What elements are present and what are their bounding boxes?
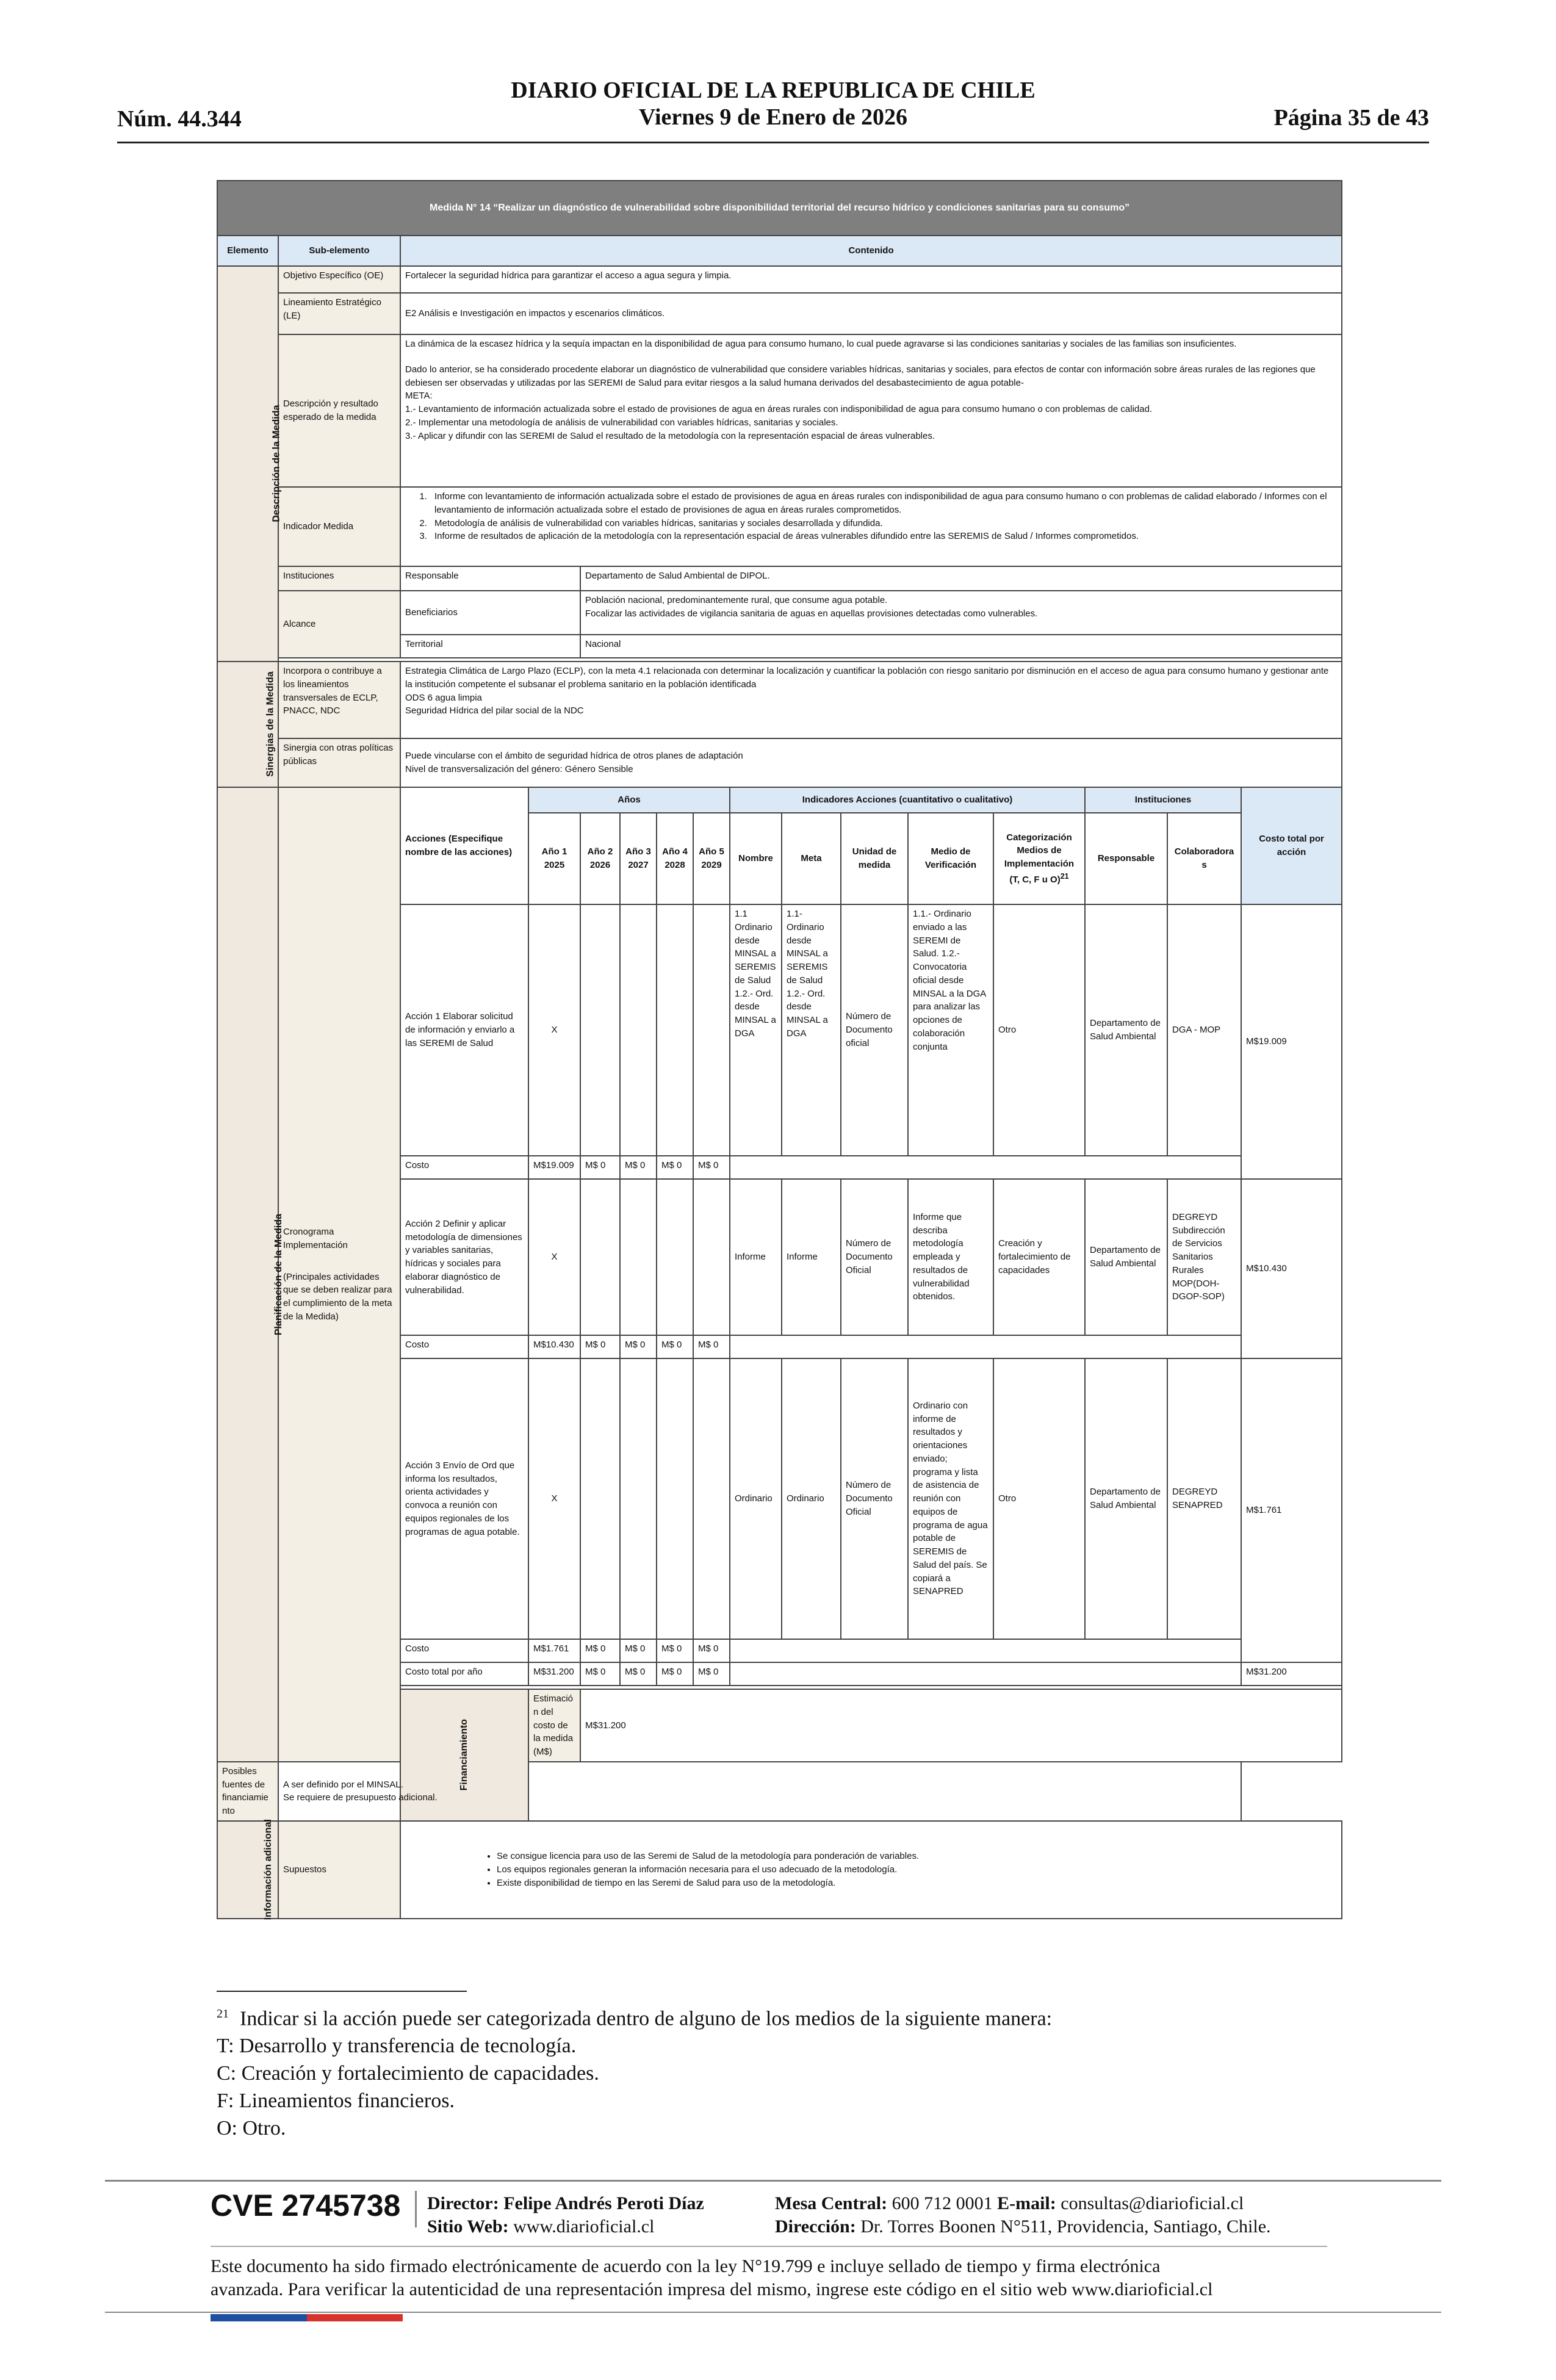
accion-2-cost-year-1: M$10.430 bbox=[528, 1335, 580, 1358]
descripcion-meta-1: 1.- Levantamiento de información actualizada sobre el estado de provisiones de agua en áreas rurales con indisponibilidad de agua para consumo humano o con problemas de calidad. bbox=[405, 404, 1153, 414]
cve-code: CVE 2745738 bbox=[211, 2188, 401, 2223]
descripcion-paragraph-1: La dinámica de la escasez hídrica y la sequía impactan en la disponibilidad de agua para consumo humano, lo cual puede agravarse si las condiciones sanitarias y sociales de las familias son insuficientes. bbox=[405, 339, 1237, 349]
accion-1-cost-year-2: M$ 0 bbox=[580, 1156, 620, 1179]
accion-2-cost-year-4: M$ 0 bbox=[657, 1335, 693, 1358]
unidad-header: Unidad de medida bbox=[841, 813, 908, 904]
web-link[interactable]: www.diarioficial.cl bbox=[513, 2216, 655, 2237]
sub-lineamiento-estrategico: Lineamiento Estratégico (LE) bbox=[278, 293, 400, 334]
flag-stripe bbox=[211, 2314, 403, 2321]
incorpora-line-3: Seguridad Hídrica del pilar social de la NDC bbox=[405, 705, 584, 716]
indicador-item-3: 3. Informe de resultados de aplicación de la metodología con la representación espacial de áreas vulnerables difundido entre las SEREMIS de Salud / Informes comprometidos. bbox=[430, 530, 1337, 543]
sub-fuentes-financiamiento: Posibles fuentes de financiamiento bbox=[217, 1762, 278, 1821]
year-2-header: Año 2 2026 bbox=[580, 813, 620, 904]
accion-3-cost-year-2: M$ 0 bbox=[580, 1639, 620, 1662]
footnote bbox=[217, 2000, 1437, 2142]
total-year-4: M$ 0 bbox=[657, 1662, 693, 1686]
accion-3-cost-year-5: M$ 0 bbox=[693, 1639, 730, 1662]
accion-1-year-1-mark: X bbox=[528, 904, 580, 1156]
beneficiarios-line-2: Focalizar las actividades de vigilancia sanitaria de aguas en aquellas provisiones detectadas como vulnerables. bbox=[585, 608, 1038, 619]
sub-incorpora-lineamientos: Incorpora o contribuye a los lineamientos transversales de ECLP, PNACC, NDC bbox=[278, 662, 400, 738]
footnote-f: F: Lineamientos financieros. bbox=[217, 2090, 455, 2113]
col-header-contenido: Contenido bbox=[400, 236, 1342, 266]
page-header bbox=[117, 76, 1429, 143]
footnote-divider bbox=[217, 1991, 467, 1992]
accion-2-cost-year-5: M$ 0 bbox=[693, 1335, 730, 1358]
year-3-header: Año 3 2027 bbox=[620, 813, 657, 904]
cronograma-note: (Principales actividades que se deben realizar para el cumplimiento de la meta de la Medida) bbox=[283, 1271, 392, 1322]
sub-objetivo-especifico: Objetivo Específico (OE) bbox=[278, 266, 400, 293]
footer-divider-top bbox=[105, 2180, 1441, 2182]
header-divider bbox=[117, 142, 1429, 143]
accion-1-medio: 1.1.- Ordinario enviado a las SEREMI de Salud. 1.2.- Convocatoria oficial desde MINSAL a la DGA para analizar las opciones de colaboración conjunta bbox=[908, 904, 993, 1156]
territorial-value: Nacional bbox=[580, 635, 1342, 658]
element-financiamiento: Financiamiento bbox=[400, 1689, 528, 1821]
mesa-label: Mesa Central: bbox=[775, 2193, 888, 2213]
element-planificacion: Planificación de la Medida bbox=[217, 787, 278, 1762]
fuentes-line-1: A ser definido por el MINSAL. bbox=[283, 1779, 403, 1790]
acciones-header: Acciones (Especifique nombre de las acciones) bbox=[400, 787, 528, 904]
medio-header: Medio de Verificación bbox=[908, 813, 993, 904]
descripcion-content bbox=[400, 334, 1342, 487]
descripcion-meta-3: 3.- Aplicar y difundir con las SEREMI de Salud el resultado de la metodología con la representación espacial de áreas vulnerables. bbox=[405, 430, 935, 441]
accion-2-colaboradoras: DEGREYD Subdirección de Servicios Sanitarios Rurales MOP(DOH-DGOP-SOP) bbox=[1167, 1179, 1241, 1335]
accion-1-costo-label: Costo bbox=[400, 1156, 528, 1179]
descripcion-meta-label: META: bbox=[405, 391, 433, 402]
accion-1-cost-year-1: M$19.009 bbox=[528, 1156, 580, 1179]
supuesto-item-3: • Existe disponibilidad de tiempo en las Seremi de Salud para uso de la metodología. bbox=[497, 1877, 1337, 1890]
accion-2-meta: Informe bbox=[782, 1179, 841, 1335]
accion-3-responsable: Departamento de Salud Ambiental bbox=[1085, 1358, 1167, 1639]
accion-3-costo-label: Costo bbox=[400, 1639, 528, 1662]
indicador-item-2: 2. Metodología de análisis de vulnerabilidad con variables hídricas, sanitarias y sociales desarrollada y difundida. bbox=[430, 517, 1337, 530]
measure-title: Medida N° 14 “Realizar un diagnóstico de vulnerabilidad sobre disponibilidad territorial del recurso hídrico y condiciones sanitarias para su consumo” bbox=[217, 181, 1342, 236]
footnote-text: $^{21}$ Indicar si la acción puede ser categorizada dentro de alguno de los medios de la siguiente manera: bbox=[217, 2007, 1053, 2030]
indicadores-header: Indicadores Acciones (cuantitativo o cualitativo) bbox=[730, 787, 1085, 813]
supuesto-item-1: • Se consigue licencia para uso de las Seremi de Salud de la metodología para ponderación de variables. bbox=[497, 1850, 1337, 1863]
accion-3-year-1-mark: X bbox=[528, 1358, 580, 1639]
accion-3-costo-total: M$1.761 bbox=[1241, 1358, 1342, 1662]
incorpora-line-1: Estrategia Climática de Largo Plazo (ECLP), con la meta 4.1 relacionada con determinar la localización y cuantificar la población con riesgo sanitario por disminución en el acceso de agua para consumo humano y gestionar ante la institución competente el subsanar el problema sanitario en la población identificada bbox=[405, 666, 1329, 690]
footnote-o: O: Otro. bbox=[217, 2117, 286, 2140]
instituciones-header: Instituciones bbox=[1085, 787, 1241, 813]
accion-1-responsable: Departamento de Salud Ambiental bbox=[1085, 904, 1167, 1156]
total-year-2: M$ 0 bbox=[580, 1662, 620, 1686]
fuentes-content bbox=[278, 1762, 1241, 1821]
accion-1-categoria: Otro bbox=[993, 904, 1085, 1156]
territorial-label: Territorial bbox=[400, 635, 580, 658]
element-sinergias: Sinergias de la Medida bbox=[217, 662, 278, 787]
col-header-subelemento: Sub-elemento bbox=[278, 236, 400, 266]
indicador-content bbox=[400, 487, 1342, 566]
accion-2-cost-year-3: M$ 0 bbox=[620, 1335, 657, 1358]
accion-3-unidad: Número de Documento Oficial bbox=[841, 1358, 908, 1639]
accion-1-nombre: 1.1 Ordinario desde MINSAL a SEREMIS de Salud 1.2.- Ord. desde MINSAL a DGA bbox=[730, 904, 782, 1156]
sub-sinergia-politicas: Sinergia con otras políticas públicas bbox=[278, 738, 400, 787]
lineamiento-estrategico-value: E2 Análisis e Investigación en impactos y escenarios climáticos. bbox=[400, 293, 1342, 334]
footnote-c: C: Creación y fortalecimiento de capacidades. bbox=[217, 2062, 599, 2085]
beneficiarios-line-1: Población nacional, predominantemente rural, que consume agua potable. bbox=[585, 595, 888, 605]
footnote-mark: 21 bbox=[217, 2007, 229, 2021]
accion-2-name: Acción 2 Definir y aplicar metodología de dimensiones y variables sanitarias, hídricas y sociales para elaborar diagnóstico de vulnerabilidad. bbox=[400, 1179, 528, 1335]
page-number: Página 35 de 43 bbox=[1273, 105, 1429, 131]
email-link[interactable]: consultas@diarioficial.cl bbox=[1061, 2193, 1244, 2213]
supuestos-list bbox=[405, 1850, 1337, 1889]
legal-line-2: avanzada. Para verificar la autenticidad de una representación impresa del mismo, ingrese este código en el sitio web www.diarioficial.cl bbox=[211, 2279, 1213, 2299]
accion-1-unidad: Número de Documento oficial bbox=[841, 904, 908, 1156]
accion-2-year-1-mark: X bbox=[528, 1179, 580, 1335]
accion-1-cost-year-3: M$ 0 bbox=[620, 1156, 657, 1179]
estimacion-costo-value: M$31.200 bbox=[580, 1689, 1342, 1762]
accion-1-cost-year-5: M$ 0 bbox=[693, 1156, 730, 1179]
accion-2-nombre: Informe bbox=[730, 1179, 782, 1335]
measure-table bbox=[217, 180, 1342, 1919]
mesa-phone: 600 712 0001 bbox=[891, 2193, 993, 2213]
year-4-header: Año 4 2028 bbox=[657, 813, 693, 904]
anos-header: Años bbox=[528, 787, 730, 813]
indicador-item-1: 1. Informe con levantamiento de información actualizada sobre el estado de provisiones de agua en áreas rurales con indisponibilidad de agua para consumo humano o con problemas de calidad elaborado / Informes con el levantamiento de información actualizada sobre el estado de provisiones de agua en áreas rurales comprometidos. bbox=[430, 490, 1337, 517]
accion-3-nombre: Ordinario bbox=[730, 1358, 782, 1639]
responsable-header: Responsable bbox=[1085, 813, 1167, 904]
newspaper-title: DIARIO OFICIAL DE LA REPUBLICA DE CHILE bbox=[511, 78, 1036, 103]
total-year-5: M$ 0 bbox=[693, 1662, 730, 1686]
total-all-years: M$31.200 bbox=[1241, 1662, 1342, 1686]
responsable-label: Responsable bbox=[400, 566, 580, 591]
categorizacion-header: Categorización Medios de Implementación (T, C, F u O)$^{21}$ bbox=[993, 813, 1085, 904]
sinergia-line-2: Nivel de transversalización del género: Género Sensible bbox=[405, 764, 633, 774]
total-year-1: M$31.200 bbox=[528, 1662, 580, 1686]
beneficiarios-value bbox=[580, 591, 1342, 635]
accion-3-cost-year-4: M$ 0 bbox=[657, 1639, 693, 1662]
accion-2-costo-total: M$10.430 bbox=[1241, 1179, 1342, 1358]
sinergia-content bbox=[400, 738, 1342, 787]
supuesto-item-2: • Los equipos regionales generan la información necesaria para el uso adecuado de la metodología. bbox=[497, 1863, 1337, 1877]
meta-header: Meta bbox=[782, 813, 841, 904]
direccion-value: Dr. Torres Boonen N°511, Providencia, Santiago, Chile. bbox=[860, 2216, 1271, 2237]
cronograma-label: Cronograma Implementación bbox=[283, 1227, 348, 1250]
accion-2-cost-year-2: M$ 0 bbox=[580, 1335, 620, 1358]
footer-director-block bbox=[427, 2192, 704, 2238]
accion-2-responsable: Departamento de Salud Ambiental bbox=[1085, 1179, 1167, 1335]
sub-descripcion-resultado: Descripción y resultado esperado de la medida bbox=[278, 334, 400, 487]
descripcion-meta-2: 2.- Implementar una metodología de análisis de vulnerabilidad con variables hídricas, sanitarias y sociales. bbox=[405, 417, 838, 428]
accion-1-costo-total: M$19.009 bbox=[1241, 904, 1342, 1179]
email-label: E-mail: bbox=[997, 2193, 1056, 2213]
year-1-header: Año 1 2025 bbox=[528, 813, 580, 904]
accion-3-colaboradoras: DEGREYD SENAPRED bbox=[1167, 1358, 1241, 1639]
accion-3-categoria: Otro bbox=[993, 1358, 1085, 1639]
accion-3-name: Acción 3 Envío de Ord que informa los resultados, orienta actividades y convoca a reunión con equipos regionales de los programas de agua potable. bbox=[400, 1358, 528, 1639]
sub-instituciones: Instituciones bbox=[278, 566, 400, 591]
measure-table-container bbox=[217, 180, 1341, 1920]
supuestos-content bbox=[400, 1821, 1342, 1919]
incorpora-line-2: ODS 6 agua limpia bbox=[405, 692, 482, 703]
sub-cronograma bbox=[278, 787, 400, 1762]
total-year-3: M$ 0 bbox=[620, 1662, 657, 1686]
accion-2-unidad: Número de Documento Oficial bbox=[841, 1179, 908, 1335]
director-label: Director: bbox=[427, 2193, 499, 2213]
accion-1-meta: 1.1- Ordinario desde MINSAL a SEREMIS de Salud 1.2.- Ord. desde MINSAL a DGA bbox=[782, 904, 841, 1156]
fuentes-line-2: Se requiere de presupuesto adicional. bbox=[283, 1792, 438, 1803]
footer-divider-middle bbox=[211, 2246, 1327, 2247]
accion-3-medio: Ordinario con informe de resultados y orientaciones enviado; programa y lista de asistencia de reunión con equipos de programa de agua potable de SEREMIS de Salud del país. Se copiará a SENAPRED bbox=[908, 1358, 993, 1639]
direccion-label: Dirección: bbox=[775, 2216, 856, 2237]
legal-notice bbox=[211, 2255, 1370, 2301]
costo-total-header: Costo total por acción bbox=[1241, 787, 1342, 904]
web-label: Sitio Web: bbox=[427, 2216, 509, 2237]
accion-1-colaboradoras: DGA - MOP bbox=[1167, 904, 1241, 1156]
accion-1-name: Acción 1 Elaborar solicitud de información y enviarlo a las SEREMI de Salud bbox=[400, 904, 528, 1156]
accion-3-cost-year-3: M$ 0 bbox=[620, 1639, 657, 1662]
descripcion-paragraph-2: Dado lo anterior, se ha considerado procedente elaborar un diagnóstico de vulnerabilidad que considere variables hídricas, sanitarias y sociales, para efectos de contar con información sobre áreas rurales de las regiones que debiesen ser observadas y utilizadas por las SEREMI de Salud para evitar riesgos a la salud humana derivados del desabastecimiento de agua potable- bbox=[405, 364, 1316, 388]
footnote-ref: 21 bbox=[1060, 871, 1069, 881]
footer-divider-bottom bbox=[105, 2312, 1441, 2313]
issue-number: Núm. 44.344 bbox=[117, 106, 242, 132]
accion-3-cost-year-1: M$1.761 bbox=[528, 1639, 580, 1662]
sinergia-line-1: Puede vincularse con el ámbito de seguridad hídrica de otros planes de adaptación bbox=[405, 751, 743, 762]
element-informacion-adicional: Información adicional bbox=[217, 1821, 278, 1919]
issue-date: Viernes 9 de Enero de 2026 bbox=[638, 104, 908, 130]
responsable-value: Departamento de Salud Ambiental de DIPOL. bbox=[580, 566, 1342, 591]
accion-2-costo-label: Costo bbox=[400, 1335, 528, 1358]
accion-2-medio: Informe que describa metodología empleada y resultados de vulnerabilidad obtenidos. bbox=[908, 1179, 993, 1335]
indicador-list bbox=[405, 490, 1337, 543]
colaboradoras-header: Colaboradoras bbox=[1167, 813, 1241, 904]
accion-1-cost-year-4: M$ 0 bbox=[657, 1156, 693, 1179]
year-5-header: Año 5 2029 bbox=[693, 813, 730, 904]
accion-3-meta: Ordinario bbox=[782, 1358, 841, 1639]
sub-alcance: Alcance bbox=[278, 591, 400, 658]
objetivo-especifico-value: Fortalecer la seguridad hídrica para garantizar el acceso a agua segura y limpia. bbox=[400, 266, 1342, 293]
footer-contact-block bbox=[775, 2192, 1271, 2238]
nombre-header: Nombre bbox=[730, 813, 782, 904]
accion-2-categoria: Creación y fortalecimiento de capacidades bbox=[993, 1179, 1085, 1335]
director-name: Felipe Andrés Peroti Díaz bbox=[503, 2193, 704, 2213]
sub-indicador-medida: Indicador Medida bbox=[278, 487, 400, 566]
legal-line-1: Este documento ha sido firmado electrónicamente de acuerdo con la ley N°19.799 e incluye sellado de tiempo y firma electrónica bbox=[211, 2256, 1161, 2276]
incorpora-content bbox=[400, 662, 1342, 738]
element-descripcion: Descripción de la Medida bbox=[217, 266, 278, 662]
cve-separator bbox=[415, 2191, 417, 2227]
col-header-elemento: Elemento bbox=[217, 236, 278, 266]
sub-estimacion-costo: Estimación del costo de la medida (M$) bbox=[528, 1689, 580, 1762]
beneficiarios-label: Beneficiarios bbox=[400, 591, 580, 635]
footnote-t: T: Desarrollo y transferencia de tecnología. bbox=[217, 2035, 577, 2058]
costo-total-por-ano-label: Costo total por año bbox=[400, 1662, 528, 1686]
sub-supuestos: Supuestos bbox=[278, 1821, 400, 1919]
